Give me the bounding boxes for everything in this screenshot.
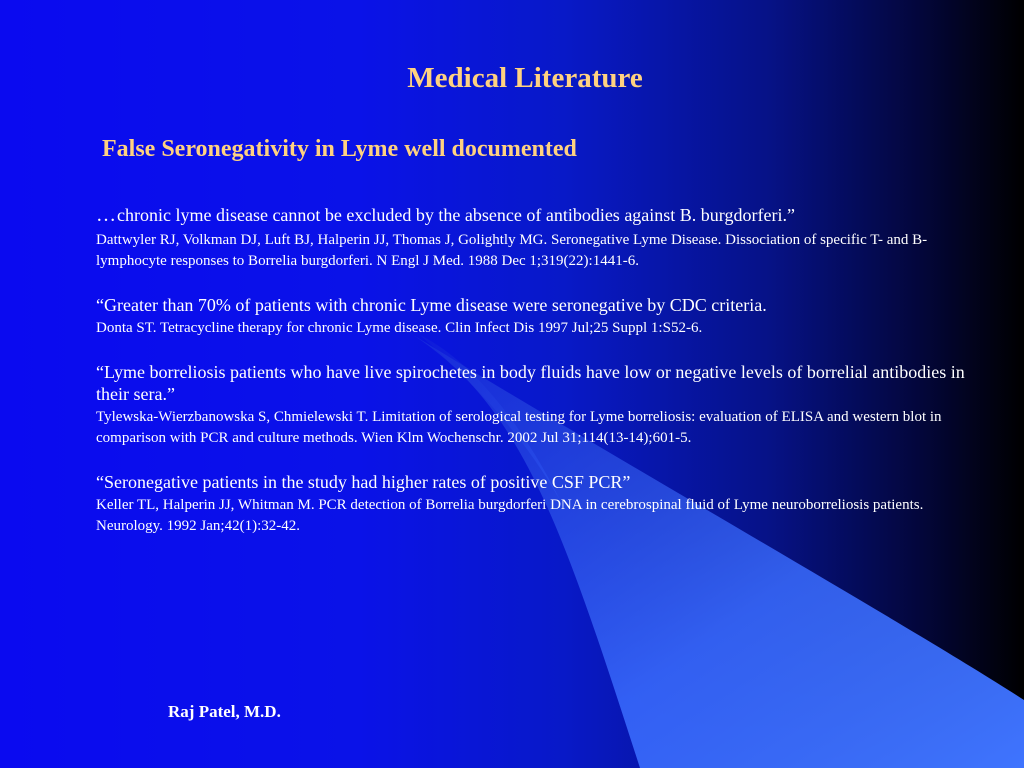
reference-citation: Dattwyler RJ, Volkman DJ, Luft BJ, Halperin JJ, Thomas J, Golightly MG. Seronegative Lyme Disease. Dissociation of specific T- and B- lymphocyte responses to Borrelia burgdorferi. N Engl J Med. 1988 Dec 1;319(22):1441-6. — [96, 232, 928, 269]
reference-item — [96, 294, 986, 339]
reference-quote: “Seronegative patients in the study had higher rates of positive CSF PCR” — [96, 472, 631, 492]
quote-text: chronic lyme disease cannot be excluded by the absence of antibodies against B. burgdorferi.” — [117, 205, 795, 225]
reference-citation: Donta ST. Tetracycline therapy for chronic Lyme disease. Clin Infect Dis 1997 Jul;25 Suppl 1:S52-6. — [96, 320, 703, 336]
reference-item — [96, 204, 986, 272]
reference-item — [96, 361, 986, 449]
slide-title: Medical Literature — [407, 62, 643, 94]
reference-quote — [96, 204, 986, 226]
reference-quote: “Lyme borreliosis patients who have live spirochetes in body fluids have low or negative levels of borrelial antibodies in their sera.” — [96, 362, 965, 404]
ellipsis-lead: … — [96, 204, 117, 226]
slide-author: Raj Patel, M.D. — [168, 702, 281, 721]
reference-item — [96, 471, 986, 537]
reference-citation: Tylewska-Wierzbanowska S, Chmielewski T. Limitation of serological testing for Lyme borreliosis: evaluation of ELISA and western blot in comparison with PCR and culture methods. Wien Klm Wochenschr. 2002 Jul 31;114(13-14);601-5. — [96, 409, 942, 446]
slide-subtitle: False Seronegativity in Lyme well documented — [102, 136, 577, 162]
reference-quote: “Greater than 70% of patients with chronic Lyme disease were seronegative by CDC criteria. — [96, 295, 767, 315]
reference-citation: Keller TL, Halperin JJ, Whitman M. PCR detection of Borrelia burgdorferi DNA in cerebrospinal fluid of Lyme neuroborreliosis patients. Neurology. 1992 Jan;42(1):32-42. — [96, 497, 924, 534]
reference-list — [96, 204, 986, 559]
